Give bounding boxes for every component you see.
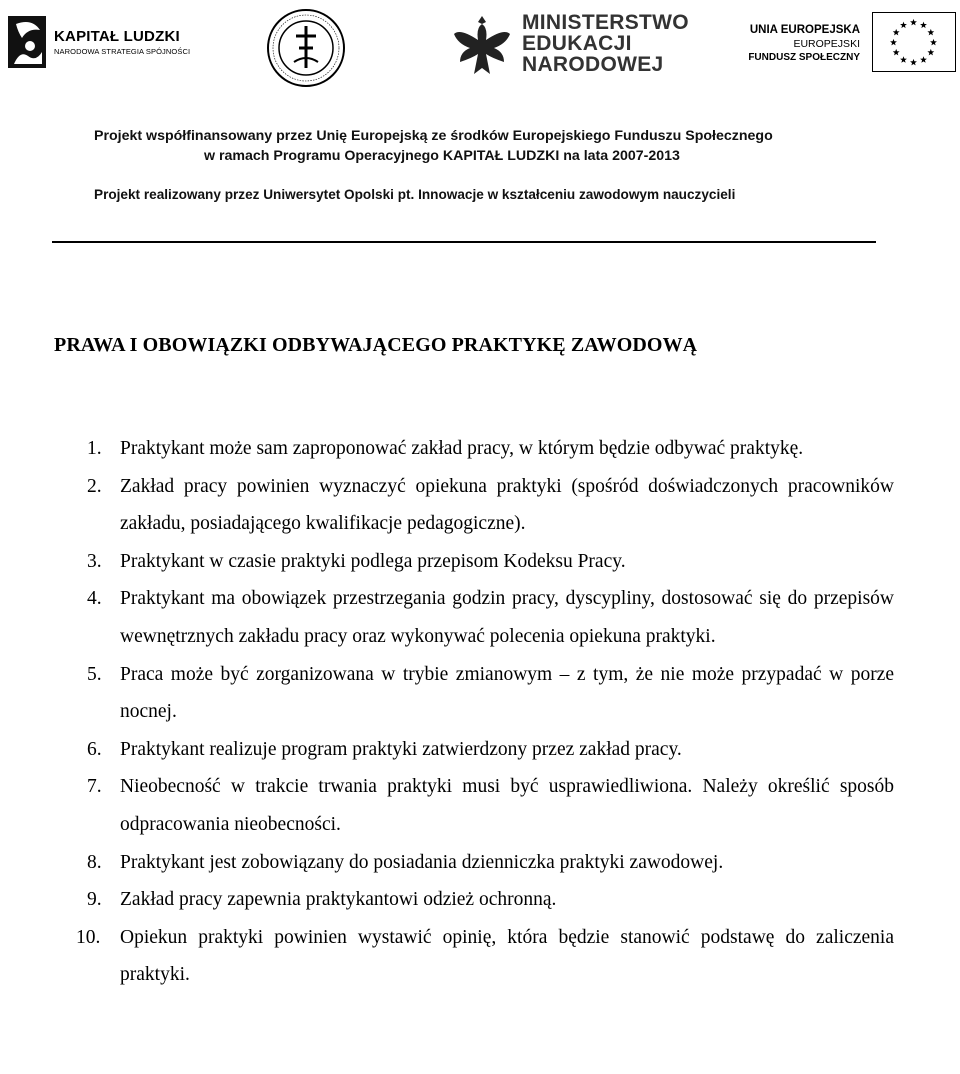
list-item-text: Zakład pracy zapewnia praktykantowi odzież ochronną.	[120, 889, 557, 911]
university-seal-icon	[266, 8, 346, 88]
list-item-number: 3.	[87, 550, 102, 572]
list-item-number: 8.	[87, 851, 102, 873]
list-item-text: Nieobecność w trakcie trwania praktyki musi być usprawiedliwiona. Należy określić sposób odpracowania nieobecności.	[120, 776, 894, 835]
list-item-number: 2.	[87, 475, 102, 497]
list-item-text: Zakład pracy powinien wyznaczyć opiekuna praktyki (spośród doświadczonych pracowników zakładu, posiadającego kwalifikacje pedagogiczne).	[120, 475, 894, 535]
list-item-number: 7.	[87, 776, 102, 798]
list-item	[68, 468, 894, 543]
list-item	[68, 881, 894, 919]
eu-star	[893, 48, 900, 55]
university-seal	[266, 8, 346, 88]
project-line1: Projekt współfinansowany przez Unię Europejską ze środków Europejskiego Funduszu Społecznego	[94, 128, 773, 144]
list-item-text: Opiekun praktyki powinien wystawić opinię, która będzie stanowić podstawę do zaliczenia praktyki.	[120, 926, 894, 986]
list-item	[68, 580, 894, 655]
eu-star	[910, 58, 917, 65]
eu-star	[900, 21, 907, 28]
list-item-text: Praktykant jest zobowiązany do posiadania dzienniczka praktyki zawodowej.	[120, 851, 724, 873]
eu-star	[900, 56, 907, 63]
list-item-number: 5.	[87, 663, 102, 685]
eagle-icon	[450, 10, 514, 82]
kapital-ludzki-logo	[6, 14, 190, 70]
list-item	[68, 656, 894, 731]
list-item	[68, 543, 894, 581]
list-item-text: Praktykant ma obowiązek przestrzegania godzin pracy, dyscypliny, dostosować się do przepisów wewnętrznych zakładu pracy oraz wykonywać polecenia opiekuna praktyki.	[120, 588, 894, 647]
list-item-number: 10.	[76, 926, 101, 948]
rules-list	[68, 430, 894, 994]
eu-flag	[872, 12, 956, 72]
eu-star	[930, 38, 937, 45]
ministry-line1: MINISTERSTWO	[522, 11, 689, 34]
list-item-number: 9.	[87, 889, 102, 911]
list-item-number: 6.	[87, 738, 102, 760]
eu-stars-icon	[873, 14, 954, 71]
eu-line3: FUNDUSZ SPOŁECZNY	[748, 52, 860, 63]
kapital-ludzki-icon	[6, 14, 48, 70]
list-item-text: Praca może być zorganizowana w trybie zmianowym – z tym, że nie może przypadać w porze nocnej.	[120, 663, 894, 723]
eu-star	[927, 28, 934, 35]
eu-fund-text	[738, 24, 860, 63]
kapital-ludzki-name: KAPITAŁ LUDZKI	[54, 28, 180, 45]
polish-eagle-emblem	[450, 10, 514, 82]
ministry-line2: EDUKACJI	[522, 32, 632, 55]
project-line2: w ramach Programu Operacyjnego KAPITAŁ LUDZKI na lata 2007-2013	[204, 148, 680, 164]
list-item-text: Praktykant realizuje program praktyki zatwierdzony przez zakład pracy.	[120, 738, 682, 760]
header-divider	[52, 241, 876, 243]
project-cofinancing	[94, 126, 773, 166]
list-item-text: Praktykant może sam zaproponować zakład pracy, w którym będzie odbywać praktykę.	[120, 438, 804, 459]
eu-star	[893, 28, 900, 35]
list-item	[68, 768, 894, 843]
project-realization: Projekt realizowany przez Uniwersytet Opolski pt. Innowacje w kształceniu zawodowym nauczycieli	[94, 187, 736, 202]
list-item	[68, 731, 894, 769]
eu-star	[910, 18, 917, 25]
eu-star	[920, 56, 927, 63]
eu-star	[927, 48, 934, 55]
list-item-number: 1.	[87, 438, 102, 459]
list-item	[68, 919, 894, 994]
eu-star	[890, 38, 897, 45]
document-title: PRAWA I OBOWIĄZKI ODBYWAJĄCEGO PRAKTYKĘ ZAWODOWĄ	[54, 334, 698, 356]
eu-line2: EUROPEJSKI	[793, 38, 860, 50]
eu-line1: UNIA EUROPEJSKA	[749, 24, 860, 36]
logo-bar	[0, 0, 960, 95]
list-item-text: Praktykant w czasie praktyki podlega przepisom Kodeksu Pracy.	[120, 550, 626, 572]
list-item	[68, 430, 894, 468]
eu-star	[920, 21, 927, 28]
list-item-number: 4.	[87, 588, 102, 610]
kapital-ludzki-subtitle: NARODOWA STRATEGIA SPÓJNOŚCI	[54, 47, 191, 56]
ministry-line3: NARODOWEJ	[522, 53, 664, 76]
ministry-logo-text	[522, 12, 689, 75]
list-item	[68, 844, 894, 882]
